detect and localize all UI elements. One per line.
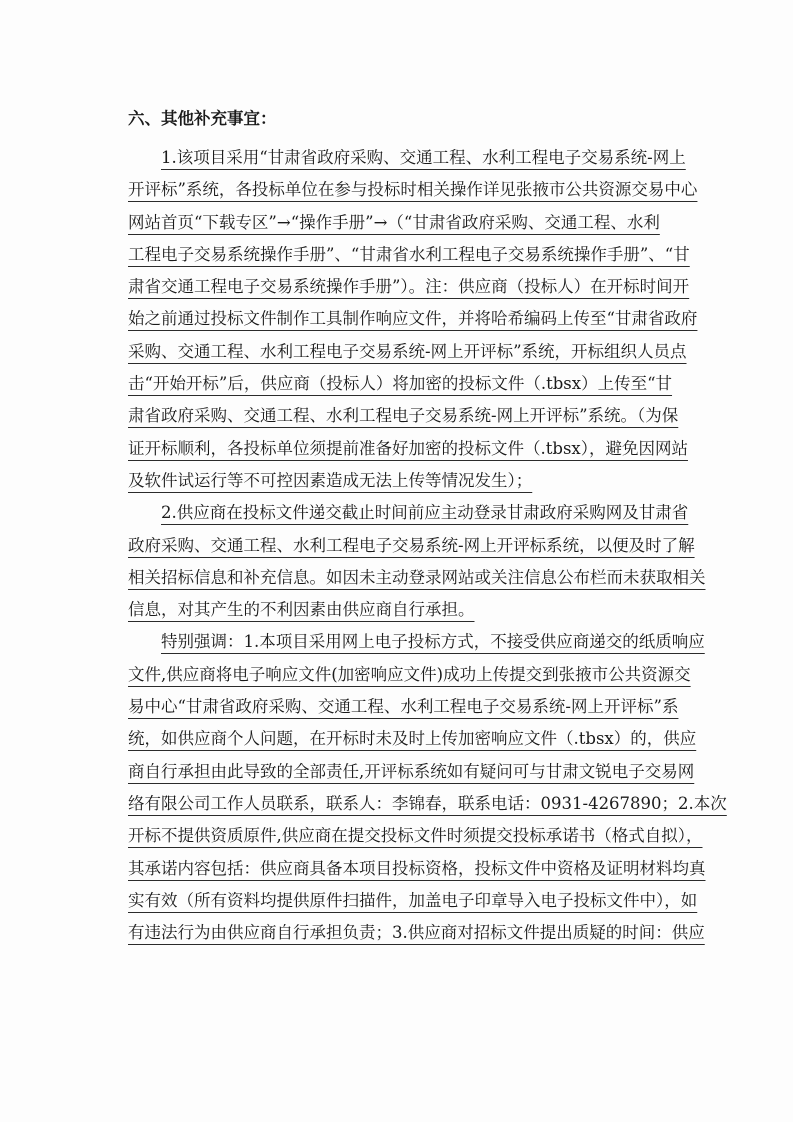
paragraph-1-line: 击“开始开标”后，供应商（投标人）将加密的投标文件（.tbsx）上传至“甘 bbox=[128, 374, 673, 394]
paragraph-1-line: 网站首页“下载专区”→“操作手册”→（“甘肃省政府采购、交通工程、水利 bbox=[128, 212, 660, 232]
paragraph-3-line: 其承诺内容包括：供应商具备本项目投标资格，投标文件中资格及证明材料均真 bbox=[128, 858, 706, 878]
document-body bbox=[128, 104, 727, 949]
paragraph-1-line: 工程电子交易系统操作手册”、“甘肃省水利工程电子交易系统操作手册”、“甘 bbox=[128, 244, 690, 264]
paragraph-1-line: 始之前通过投标文件制作工具制作响应文件，并将哈希编码上传至“甘肃省政府 bbox=[128, 309, 698, 329]
paragraph-1-line: 开评标”系统，各投标单位在参与投标时相关操作详见张掖市公共资源交易中心 bbox=[128, 180, 698, 200]
section-heading: 六、其他补充事宜： bbox=[128, 109, 277, 128]
paragraph-1-line: 及软件试运行等不可控因素造成无法上传等情况发生）； bbox=[128, 470, 533, 490]
paragraph-2 bbox=[128, 497, 706, 626]
paragraph-1-line: 采购、交通工程、水利工程电子交易系统-网上开评标”系统，开标组织人员点 bbox=[128, 341, 687, 361]
paragraph-3-line: 易中心“甘肃省政府采购、交通工程、水利工程电子交易系统-网上开评标”系 bbox=[128, 697, 679, 717]
paragraph-1-line: 肃省政府采购、交通工程、水利工程电子交易系统-网上开评标”系统。（为保 bbox=[128, 406, 679, 426]
paragraph-2-line: 政府采购、交通工程、水利工程电子交易系统-网上开评标系统，以便及时了解 bbox=[128, 535, 695, 555]
paragraph-3-line: 统，如供应商个人问题，在开标时未及时上传加密响应文件（.tbsx）的，供应 bbox=[128, 729, 697, 749]
paragraph-2-line: 2.供应商在投标文件递交截止时间前应主动登录甘肃政府采购网及甘肃省 bbox=[161, 503, 689, 523]
paragraph-1 bbox=[128, 142, 698, 497]
paragraph-3-line: 特别强调：1.本项目采用网上电子投标方式，不接受供应商递交的纸质响应 bbox=[161, 632, 705, 652]
paragraph-3 bbox=[128, 626, 727, 949]
paragraph-1-line: 1.该项目采用“甘肃省政府采购、交通工程、水利工程电子交易系统-网上 bbox=[161, 148, 686, 167]
paragraph-3-line: 有违法行为由供应商自行承担负责；3.供应商对招标文件提出质疑的时间：供应 bbox=[128, 923, 705, 943]
paragraph-3-line: 商自行承担由此导致的全部责任,开评标系统如有疑问可与甘肃文锐电子交易网 bbox=[128, 761, 695, 781]
paragraph-2-line: 信息，对其产生的不利因素由供应商自行承担。 bbox=[128, 600, 475, 620]
paragraph-3-line: 文件,供应商将电子响应文件(加密响应文件)成功上传提交到张掖市公共资源交 bbox=[128, 664, 691, 684]
paragraph-3-line: 实有效（所有资料均提供原件扫描件，加盖电子印章导入电子投标文件中），如 bbox=[128, 890, 698, 910]
paragraph-2-line: 相关招标信息和补充信息。如因未主动登录网站或关注信息公布栏而未获取相关 bbox=[128, 567, 706, 587]
paragraph-1-line: 肃省交通工程电子交易系统操作手册”）。注：供应商（投标人）在开标时间开 bbox=[128, 277, 690, 297]
paragraph-3-line: 开标不提供资质原件,供应商在提交投标文件时须提交投标承诺书（格式自拟）， bbox=[128, 826, 703, 846]
paragraph-3-line: 络有限公司工作人员联系，联系人：李锦春，联系电话：0931-4267890；2.本次 bbox=[128, 793, 727, 813]
paragraph-1-line: 证开标顺利，各投标单位须提前准备好加密的投标文件（.tbsx），避免因网站 bbox=[128, 438, 688, 458]
